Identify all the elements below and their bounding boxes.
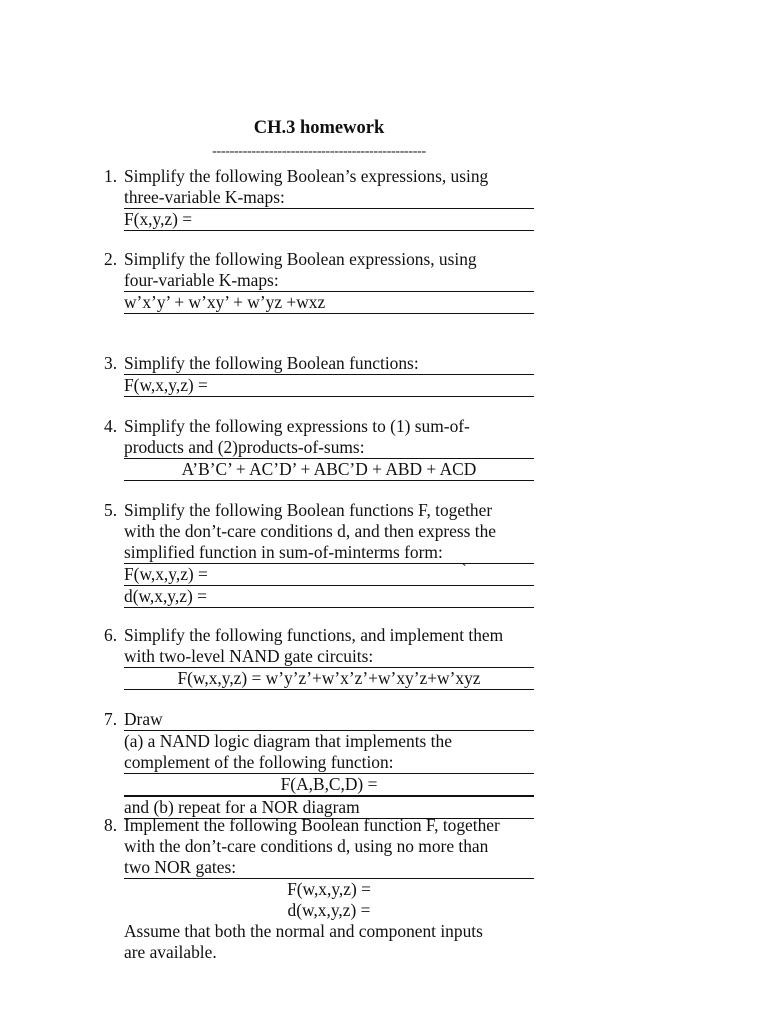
question-text: complement of the following function: [124, 752, 534, 774]
question-number: 4. [104, 416, 118, 436]
question-text: Simplify the following Boolean’s expressions, using [124, 166, 489, 186]
question-5 [104, 500, 534, 608]
question-text: Simplify the following Boolean expressions, using [124, 249, 477, 269]
question-number: 1. [104, 166, 118, 186]
stray-mark: ` [461, 560, 467, 580]
question-text: with two-level NAND gate circuits: [124, 646, 534, 668]
expression-line: F(w,x,y,z) = [124, 375, 534, 397]
question-6 [104, 625, 534, 690]
question-number: 8. [104, 815, 118, 835]
expression-line: d(w,x,y,z) = [287, 900, 371, 920]
question-number: 2. [104, 249, 118, 269]
expression-line: A’B’C’ + AC’D’ + ABC’D + ABD + ACD [124, 459, 534, 481]
question-1 [104, 166, 534, 231]
question-text: Implement the following Boolean function F, together [124, 815, 500, 835]
expression-line: F(w,x,y,z) = [124, 564, 534, 586]
question-text: three-variable K-maps: [124, 187, 534, 209]
question-text: Simplify the following Boolean functions F, together [124, 500, 493, 520]
question-number: 5. [104, 500, 118, 520]
question-text: Draw [124, 709, 534, 731]
question-text: (a) a NAND logic diagram that implements the [124, 731, 452, 751]
question-text: simplified function in sum-of-minterms form: [124, 542, 534, 564]
question-number: 7. [104, 709, 118, 729]
question-7 [104, 709, 534, 819]
page-title: CH.3 homework [253, 118, 385, 138]
question-2 [104, 249, 534, 314]
question-text: Simplify the following functions, and implement them [124, 625, 504, 645]
expression-line: F(A,B,C,D) = [124, 774, 534, 796]
question-text: with the don’t-care conditions d, using no more than [124, 836, 489, 856]
question-number: 6. [104, 625, 118, 645]
question-text: products and (2)products-of-sums: [124, 437, 534, 459]
expression-line: d(w,x,y,z) = [124, 586, 534, 608]
question-text: Simplify the following expressions to (1) sum-of- [124, 416, 470, 436]
expression-line: F(x,y,z) = [124, 209, 534, 231]
question-text: Simplify the following Boolean functions: [124, 353, 534, 375]
question-8 [104, 815, 534, 963]
expression-line: w’x’y’ + w’xy’ + w’yz +wxz [124, 292, 534, 314]
expression-line: F(w,x,y,z) = [287, 879, 371, 899]
question-text: and (b) repeat for a NOR diagram [124, 796, 534, 819]
question-text: four-variable K-maps: [124, 270, 534, 292]
question-text: Assume that both the normal and component inputs [124, 921, 483, 941]
separator-dashes: ------------------------------------------------- [212, 144, 426, 159]
question-text: are available. [124, 942, 217, 962]
question-text: with the don’t-care conditions d, and then express the [124, 521, 497, 541]
expression-line: F(w,x,y,z) = w’y’z’+w’x’z’+w’xy’z+w’xyz [124, 668, 534, 690]
question-4 [104, 416, 534, 481]
question-text: two NOR gates: [124, 857, 534, 879]
question-3 [104, 353, 534, 397]
title-separator [0, 141, 638, 169]
question-number: 3. [104, 353, 118, 373]
